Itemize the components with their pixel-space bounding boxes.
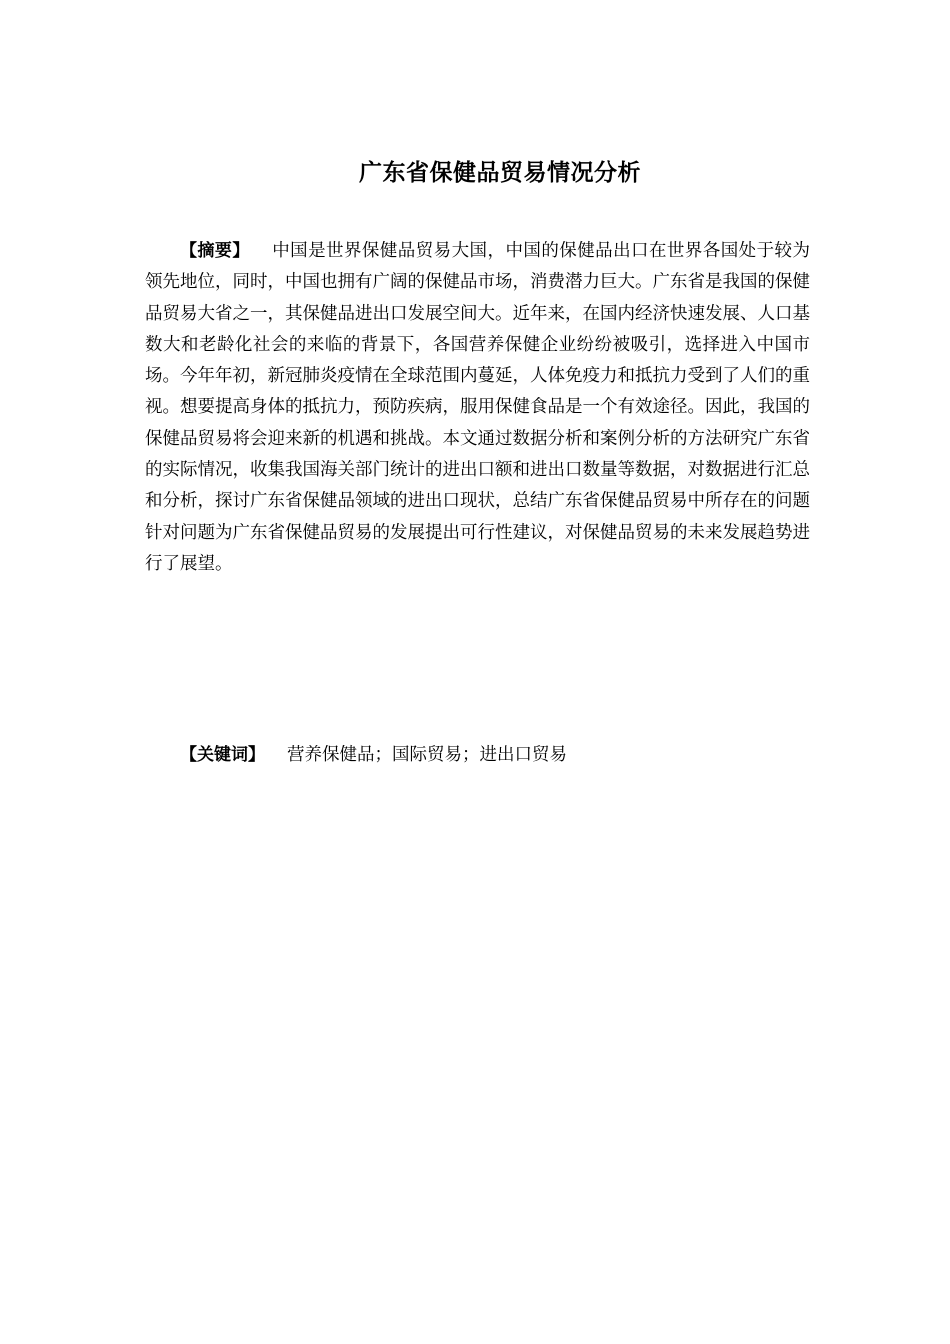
abstract-text: 中国是世界保健品贸易大国，中国的保健品出口在世界各国处于较为领先地位，同时，中国也拥有广阔的保健品市场，消费潜力巨大。广东省是我国的保健品贸易大省之一，其保健品进出口发展空间大。近年来，在国内经济快速发展、人口基数大和老龄化社会的来临的背景下，各国营养保健企业纷纷被吸引，选择进入中国市场。今年年初，新冠肺炎疫情在全球范围内蔓延，人体免疫力和抵抗力受到了人们的重视。想要提高身体的抵抗力，预防疾病，服用保健食品是一个有效途径。因此，我国的保健品贸易将会迎来新的机遇和挑战。本文通过数据分析和案例分析的方法研究广东省的实际情况，收集我国海关部门统计的进出口额和进出口数量等数据，对数据进行汇总和分析，探讨广东省保健品领域的进出口现状，总结广东省保健品贸易中所存在的问题针对问题为广东省保健品贸易的发展提出可行性建议，对保健品贸易的未来发展趋势进行了展望。 [145, 241, 810, 574]
keywords-line [180, 740, 810, 771]
page-title: 广东省保健品贸易情况分析 [359, 160, 641, 186]
keywords-label: 【关键词】 [180, 745, 265, 765]
abstract-label: 【摘要】 [180, 241, 250, 261]
abstract-paragraph [145, 236, 810, 580]
keywords-text: 营养保健品；国际贸易；进出口贸易 [287, 745, 567, 765]
